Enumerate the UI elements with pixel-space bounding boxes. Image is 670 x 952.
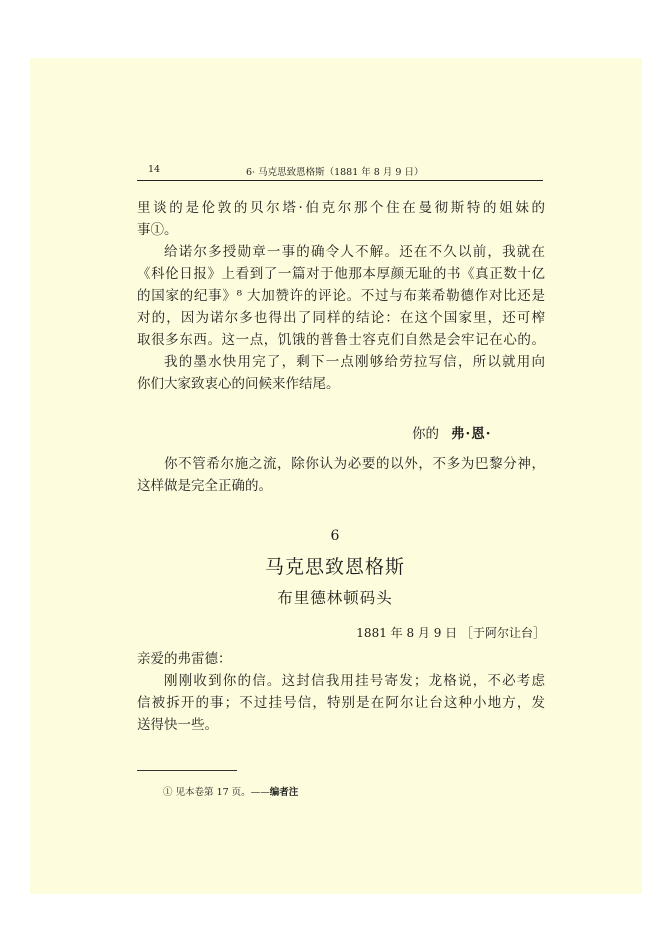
- text-line: 《科伦日报》上看到了一篇对于他那本厚颜无耻的书《真正数十亿: [137, 266, 545, 282]
- page-number: 14: [148, 164, 161, 175]
- text-line: 取很多东西。这一点，饥饿的普鲁士容克们自然是会牢记在心的。: [137, 332, 545, 348]
- letter-salutation: [137, 648, 545, 670]
- text-line: 信被拆开的事；不过挂号信，特别是在阿尔让台这种小地方，发: [137, 695, 545, 711]
- text-line: 的国家的纪事》⁸ 大加赞许的评论。不过与布莱希勒德作对比还是: [137, 288, 545, 304]
- running-head: [118, 160, 542, 178]
- paragraph-continuation: [137, 197, 545, 241]
- paragraph-ink: [137, 351, 545, 395]
- letter-dateline: 1881 年 8 月 9 日 ［于阿尔让台］: [356, 626, 545, 640]
- signoff-name: 弗·恩·: [451, 426, 492, 442]
- signoff: [412, 422, 491, 442]
- text-line: 给诺尔多授勋章一事的确令人不解。还在不久以前，我就在: [164, 244, 545, 260]
- postscript: [137, 453, 545, 497]
- text-line: 里谈的是伦敦的贝尔塔·伯克尔那个住在曼彻斯特的姐妹的: [137, 200, 545, 216]
- text-line: 事①。: [137, 222, 178, 238]
- text-line: 你不管希尔施之流，除你认为必要的以外，不多为巴黎分神，: [164, 456, 545, 472]
- footnote-dash: ——: [250, 787, 270, 798]
- paragraph-nordau: [137, 241, 545, 351]
- text-line: 刚刚收到你的信。这封信我用挂号寄发；龙格说，不必考虑: [164, 673, 545, 689]
- footnote-editor: 编者注: [269, 787, 299, 798]
- signoff-prefix: 你的: [412, 426, 439, 442]
- header-rule: [137, 180, 543, 181]
- footnote-mark: ①: [163, 787, 173, 798]
- letter-body: [137, 670, 545, 736]
- letter-number: 6: [330, 528, 340, 544]
- running-head-title: 6· 马克思致恩格斯（1881 年 8 月 9 日）: [246, 167, 424, 178]
- text-line: 这样做是完全正确的。: [137, 478, 272, 494]
- text-line: 你们大家致衷心的问候来作结尾。: [137, 376, 340, 392]
- text-line: 对的，因为诺尔多也得出了同样的结论：在这个国家里，还可榨: [137, 310, 545, 326]
- letter-title: 马克思致恩格斯: [264, 556, 405, 578]
- footnote-rule: [137, 770, 237, 771]
- footnote: [163, 784, 298, 798]
- text-line: 送得快一些。: [137, 717, 218, 733]
- letter-place: 布里德林顿码头: [277, 589, 393, 607]
- footnote-text: 见本卷第 17 页。: [175, 787, 251, 798]
- text-line: 亲爱的弗雷德：: [137, 651, 232, 667]
- text-line: 我的墨水快用完了，剩下一点刚够给劳拉写信，所以就用向: [164, 354, 545, 370]
